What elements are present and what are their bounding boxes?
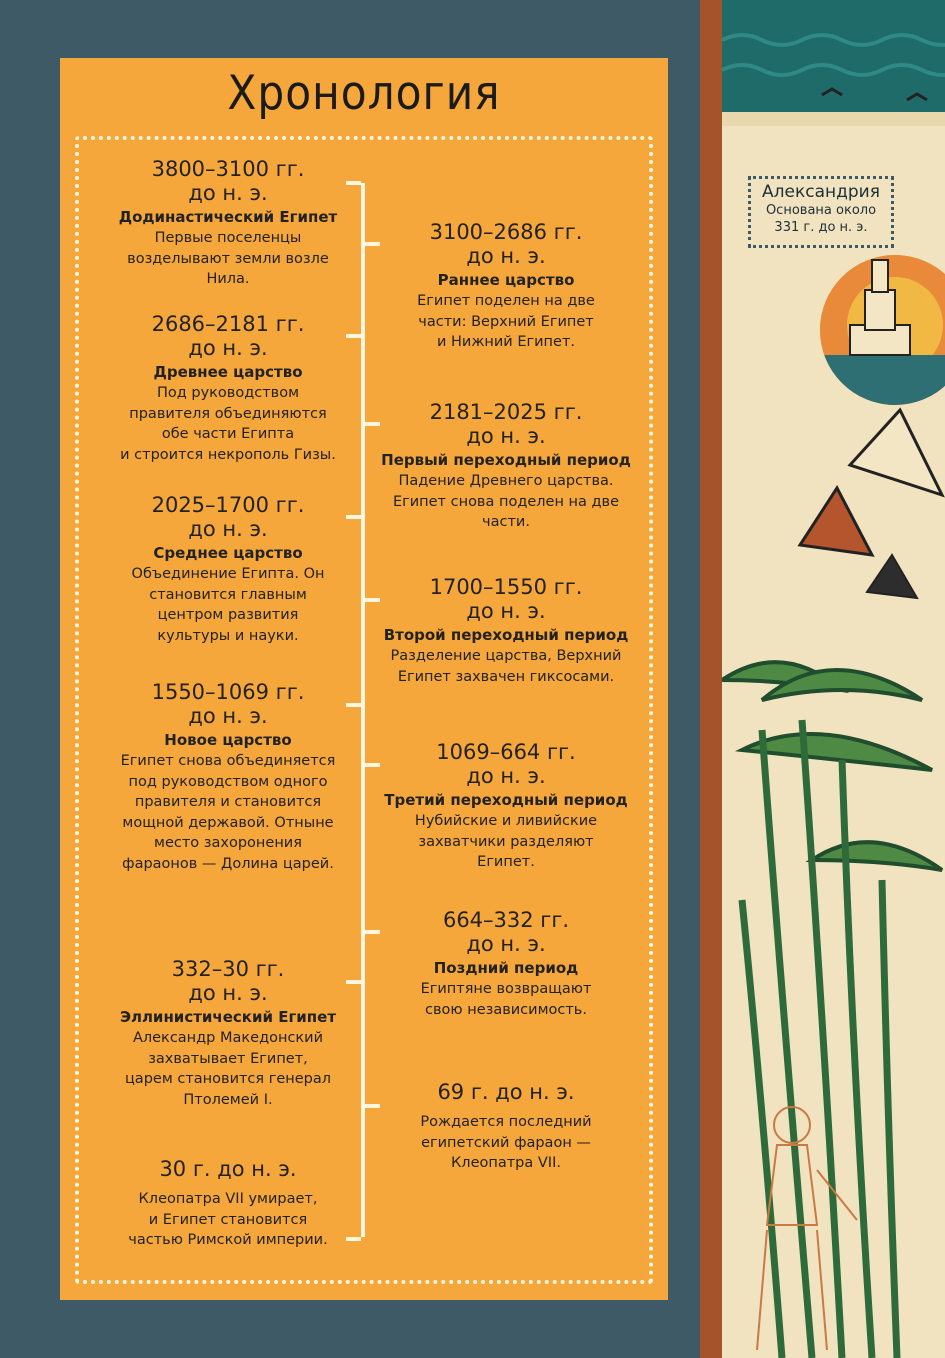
entry-description-line: захватчики разделяют: [418, 833, 594, 850]
entry-date-suffix: до н. э.: [188, 981, 268, 1005]
entry-era: Эллинистический Египет: [119, 1008, 337, 1026]
timeline-spine: [361, 183, 365, 1237]
timeline-tick-left: [346, 334, 361, 338]
entry-description-line: место захоронения: [154, 835, 302, 851]
entry-date: 30 г. до н. э.: [159, 1157, 297, 1181]
entry-description-line: Египтяне возвращают: [420, 981, 592, 997]
left-timeline-entry: [97, 157, 359, 290]
timeline-tick-right: [365, 422, 380, 426]
timeline-tick-left: [346, 703, 361, 707]
entry-era: Новое царство: [164, 731, 292, 749]
entry-era: Раннее царство: [437, 271, 575, 289]
timeline-tick-left: [346, 1237, 361, 1241]
entry-description-line: мощной державой. Отныне: [122, 814, 334, 831]
entry-date: 2181–2025 гг.: [429, 400, 583, 424]
entry-description-line: свою независимость.: [425, 1001, 587, 1018]
entry-date: 2686–2181 гг.: [151, 312, 305, 336]
entry-era: Поздний период: [433, 959, 579, 977]
entry-description-line: Египет захвачен гиксосами.: [397, 668, 615, 685]
right-timeline-entry: [375, 908, 637, 1020]
right-timeline-entry: [375, 1080, 637, 1174]
entry-date-suffix: до н. э.: [466, 599, 546, 623]
entry-description-line: и Египет становится: [148, 1211, 308, 1228]
entry-era: Додинастический Египет: [118, 208, 338, 226]
entry-description-line: египетский фараон —: [421, 1134, 591, 1151]
right-timeline-entry: [375, 220, 637, 353]
entry-description-line: становится главным: [149, 586, 307, 603]
entry-description-line: правителя объединяются: [129, 405, 327, 422]
entry-description-line: частью Римской империи.: [128, 1232, 328, 1248]
entry-date: 1069–664 гг.: [436, 740, 576, 764]
entry-description-line: и строится некрополь Гизы.: [120, 446, 336, 463]
left-timeline-entry: [97, 1157, 359, 1251]
entry-description-line: обе части Египта: [161, 426, 295, 442]
timeline-tick-left: [346, 980, 361, 984]
timeline-tick-right: [365, 930, 380, 934]
entry-era: Древнее царство: [153, 363, 303, 381]
entry-description-line: Птолемей I.: [183, 1091, 273, 1108]
entry-description-line: правителя и становится: [134, 794, 322, 810]
entry-description-line: культуры и науки.: [157, 627, 299, 644]
entry-description-line: фараонов — Долина царей.: [122, 855, 334, 872]
alexandria-callout: [748, 176, 894, 248]
entry-era: Третий переходный период: [384, 791, 628, 809]
entry-description-line: Египет снова поделен на две: [392, 493, 620, 510]
right-timeline-entry: [375, 400, 637, 533]
entry-description-line: царем становится генерал: [124, 1071, 332, 1087]
entry-description-line: Александр Македонский: [132, 1030, 324, 1046]
entry-era: Среднее царство: [153, 544, 303, 562]
entry-description-line: части.: [482, 514, 530, 530]
alexandria-title: Александрия: [762, 182, 880, 202]
entry-description-line: Разделение царства, Верхний: [390, 648, 622, 664]
entry-date-suffix: до н. э.: [466, 932, 546, 956]
entry-date-suffix: до н. э.: [466, 764, 546, 788]
entry-date: 664–332 гг.: [442, 908, 570, 932]
entry-description-line: Объединение Египта. Он: [131, 566, 325, 582]
timeline-tick-right: [365, 242, 380, 246]
entry-date-suffix: до н. э.: [188, 704, 268, 728]
decorative-strip: [700, 0, 722, 1358]
right-timeline-entry: [375, 575, 637, 687]
entry-date-suffix: до н. э.: [188, 336, 268, 360]
entry-description-line: Клеопатра VII умирает,: [138, 1191, 318, 1207]
entry-description-line: Нила.: [206, 271, 250, 287]
entry-description-line: возделывают земли возле: [127, 250, 329, 267]
entry-description-line: Рождается последний: [420, 1114, 592, 1130]
entry-date: 3100–2686 гг.: [429, 220, 583, 244]
entry-date-suffix: до н. э.: [466, 244, 546, 268]
entry-description-line: части: Верхний Египет: [418, 313, 594, 330]
entry-date-suffix: до н. э.: [466, 424, 546, 448]
left-timeline-entry: [97, 680, 359, 874]
timeline-tick-right: [365, 763, 380, 767]
entry-era: Первый переходный период: [381, 451, 631, 469]
entry-description-line: под руководством одного: [128, 773, 328, 790]
entry-date: 1550–1069 гг.: [151, 680, 305, 704]
entry-date: 69 г. до н. э.: [437, 1080, 575, 1104]
left-timeline-entry: [97, 312, 359, 465]
entry-date: 2025–1700 гг.: [151, 493, 305, 517]
alexandria-sub2: 331 г. до н. э.: [774, 220, 868, 235]
entry-description-line: Египет поделен на две: [417, 293, 595, 309]
left-timeline-entry: [97, 493, 359, 646]
entry-description-line: Нубийские и ливийские: [414, 813, 598, 829]
entry-description-line: и Нижний Египет.: [436, 334, 576, 350]
timeline-tick-right: [365, 598, 380, 602]
entry-description-line: Египет.: [477, 854, 535, 870]
alexandria-sub1: Основана около: [765, 203, 877, 218]
entry-date: 332–30 гг.: [171, 957, 285, 981]
entry-description-line: захватывает Египет,: [148, 1050, 308, 1067]
entry-date: 1700–1550 гг.: [429, 575, 583, 599]
left-timeline-entry: [97, 957, 359, 1110]
entry-date: 3800–3100 гг.: [151, 157, 305, 181]
entry-description-line: Клеопатра VII.: [451, 1155, 561, 1171]
entry-era: Второй переходный период: [383, 626, 629, 644]
entry-description-line: Падение Древнего царства.: [398, 473, 614, 489]
right-timeline-entry: [375, 740, 637, 873]
entry-description-line: Первые поселенцы: [154, 230, 302, 246]
entry-description-line: Под руководством: [156, 385, 300, 401]
entry-date-suffix: до н. э.: [188, 181, 268, 205]
timeline-tick-left: [346, 181, 361, 185]
entry-description-line: Египет снова объединяется: [120, 753, 336, 769]
entry-description-line: центром развития: [157, 607, 299, 623]
page-title: Хронология: [227, 66, 501, 121]
timeline-tick-left: [346, 515, 361, 519]
timeline-tick-right: [365, 1104, 380, 1108]
entry-date-suffix: до н. э.: [188, 517, 268, 541]
